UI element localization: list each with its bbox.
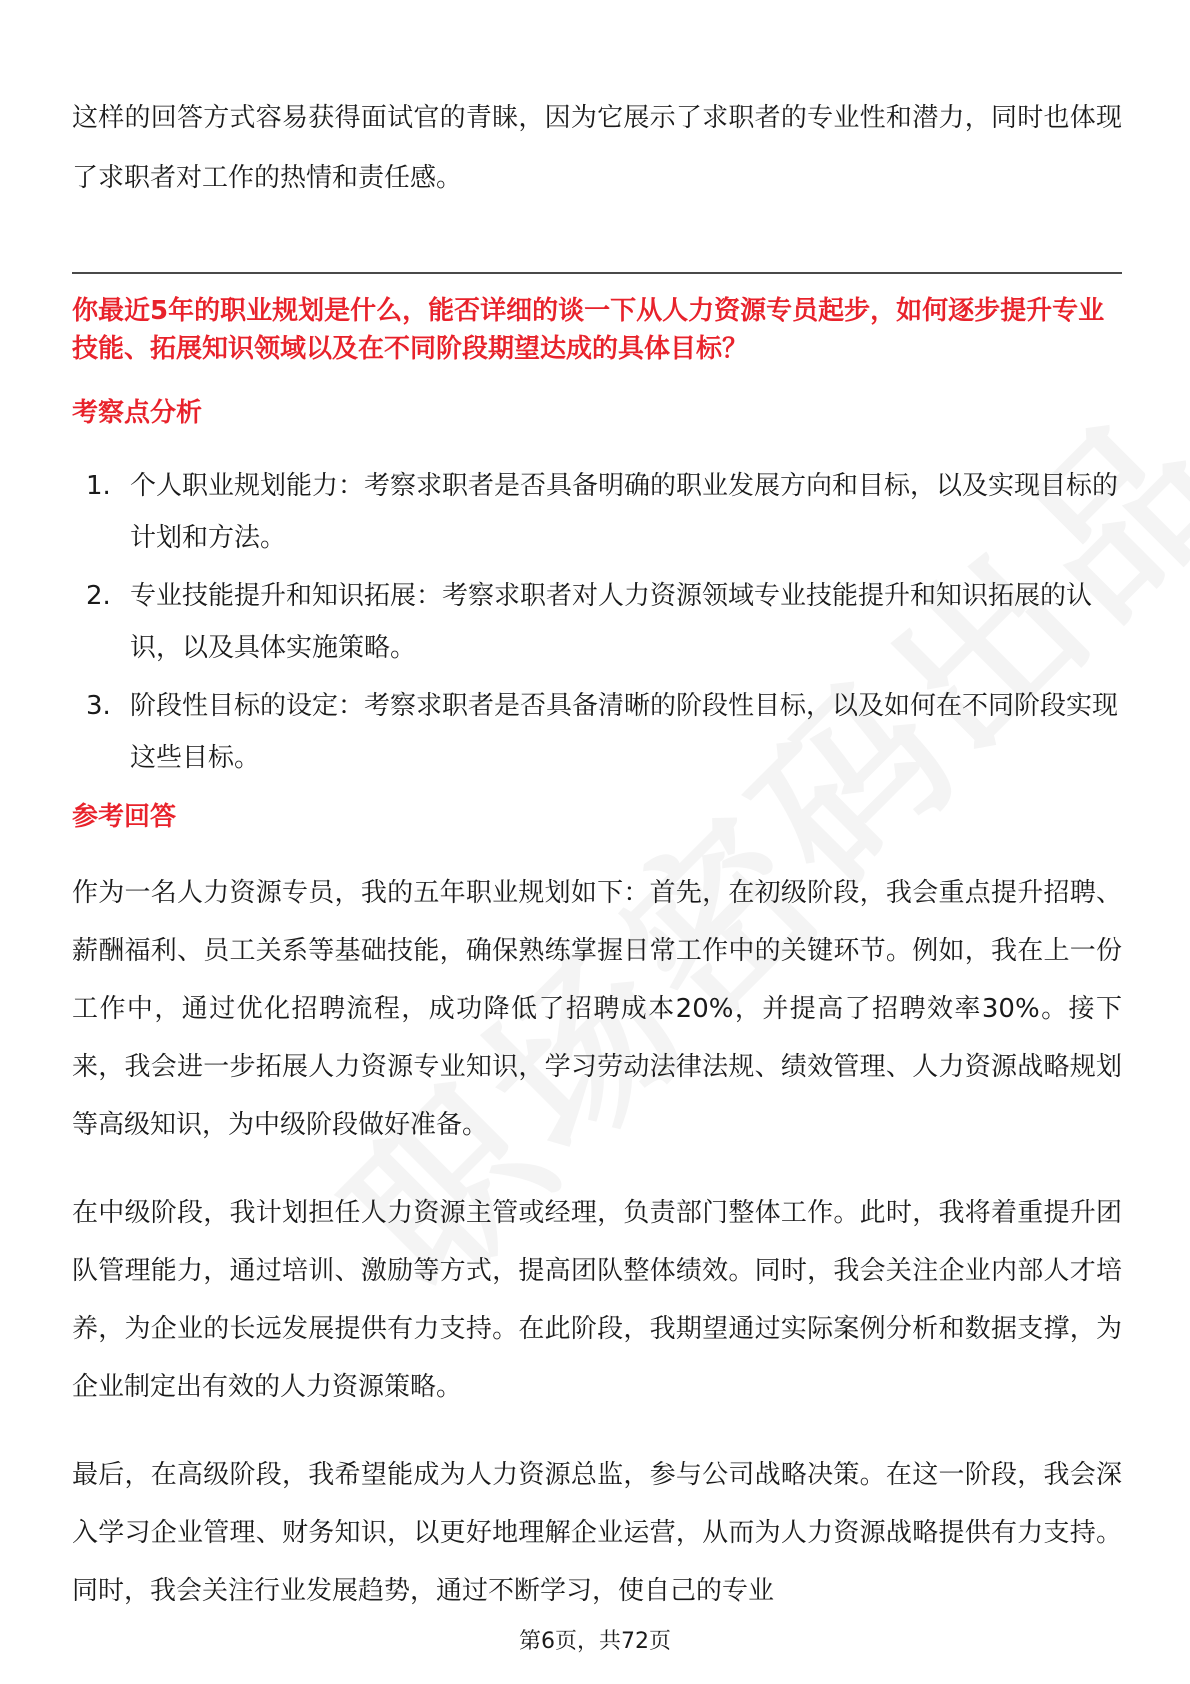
list-item-number: 3. bbox=[86, 691, 111, 721]
analysis-list bbox=[72, 460, 1122, 784]
list-item-number: 2. bbox=[86, 581, 111, 611]
list-item bbox=[72, 680, 1122, 784]
answer-block bbox=[72, 864, 1122, 1620]
list-item-text: 阶段性目标的设定：考察求职者是否具备清晰的阶段性目标，以及如何在不同阶段实现这些目标。 bbox=[130, 691, 1119, 773]
interview-question: 你最近5年的职业规划是什么，能否详细的谈一下从人力资源专员起步，如何逐步提升专业技能、拓展知识领域以及在不同阶段期望达成的具体目标？ bbox=[72, 296, 1105, 364]
page-content bbox=[72, 88, 1122, 1620]
page-footer: 第6页，共72页 bbox=[519, 1629, 671, 1654]
answer-title: 参考回答 bbox=[72, 802, 177, 832]
answer-paragraph: 最后，在高级阶段，我希望能成为人力资源总监，参与公司战略决策。在这一阶段，我会深入学习企业管理、财务知识，以更好地理解企业运营，从而为人力资源战略提供有力支持。同时，我会关注行业发展趋势，通过不断学习，使自己的专业 bbox=[72, 1460, 1122, 1606]
analysis-title: 考察点分析 bbox=[72, 398, 203, 428]
list-item bbox=[72, 460, 1122, 564]
list-item bbox=[72, 570, 1122, 674]
list-item-text: 专业技能提升和知识拓展：考察求职者对人力资源领域专业技能提升和知识拓展的认识，以及具体实施策略。 bbox=[130, 581, 1093, 663]
answer-paragraph: 在中级阶段，我计划担任人力资源主管或经理，负责部门整体工作。此时，我将着重提升团队管理能力，通过培训、激励等方式，提高团队整体绩效。同时，我会关注企业内部人才培养，为企业的长远发展提供有力支持。在此阶段，我期望通过实际案例分析和数据支撑，为企业制定出有效的人力资源策略。 bbox=[72, 1198, 1122, 1402]
answer-paragraph: 作为一名人力资源专员，我的五年职业规划如下：首先，在初级阶段，我会重点提升招聘、薪酬福利、员工关系等基础技能，确保熟练掌握日常工作中的关键环节。例如，我在上一份工作中，通过优化招聘流程，成功降低了招聘成本20%，并提高了招聘效率30%。接下来，我会进一步拓展人力资源专业知识，学习劳动法律法规、绩效管理、人力资源战略规划等高级知识，为中级阶段做好准备。 bbox=[72, 878, 1122, 1140]
list-item-number: 1. bbox=[86, 471, 111, 501]
list-item-text: 个人职业规划能力：考察求职者是否具备明确的职业发展方向和目标，以及实现目标的计划和方法。 bbox=[130, 471, 1119, 553]
section-divider bbox=[72, 272, 1122, 274]
intro-paragraph: 这样的回答方式容易获得面试官的青睐，因为它展示了求职者的专业性和潜力，同时也体现了求职者对工作的热情和责任感。 bbox=[72, 103, 1122, 193]
